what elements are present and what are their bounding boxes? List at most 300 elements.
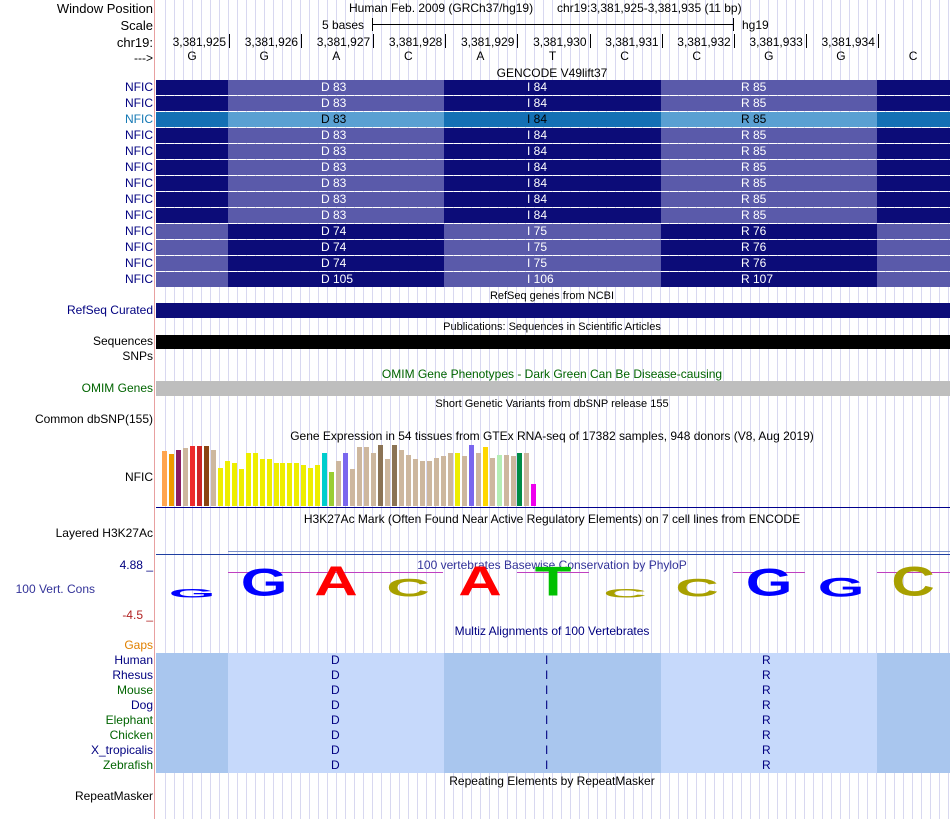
codon-block (661, 128, 878, 143)
codon-block (156, 160, 229, 175)
amino-acid-label: I 84 (527, 144, 548, 158)
alignment-block (156, 728, 229, 743)
aligned-amino-acid: I (545, 683, 549, 697)
position-label: chr19:3,381,925-3,381,935 (11 bp) (557, 1, 742, 15)
multiz-species-label[interactable]: Chicken (109, 728, 153, 742)
amino-acid-label: R 85 (741, 160, 767, 174)
codon-block (444, 240, 661, 255)
conservation-logo-letter: C (602, 586, 647, 600)
conservation-logo-letter: G (745, 561, 793, 605)
codon-block (661, 224, 878, 239)
gtex-tissue-bar[interactable] (455, 453, 460, 506)
gtex-tissue-bar[interactable] (183, 448, 188, 506)
gencode-track-label[interactable]: NFIC (125, 256, 153, 270)
ruler-coordinate: 3,381,926 (244, 35, 299, 49)
alignment-block (156, 698, 229, 713)
h3k27ac-signal-line (228, 551, 950, 552)
gtex-track-label[interactable]: NFIC (125, 470, 153, 484)
conservation-logo-letter: C (386, 574, 431, 603)
gtex-tissue-bar[interactable] (204, 446, 209, 506)
aligned-amino-acid: R (762, 653, 771, 667)
alignment-block (877, 713, 950, 728)
aligned-amino-acid: R (762, 683, 771, 697)
multiz-species-label[interactable]: Mouse (116, 683, 153, 697)
gtex-tissue-bar[interactable] (511, 456, 516, 506)
ruler-coordinate: 3,381,933 (749, 35, 803, 49)
gtex-tissue-bar[interactable] (253, 453, 258, 506)
codon-block (156, 224, 229, 239)
alignment-block (156, 668, 229, 683)
codon-block (661, 112, 878, 127)
codon-block (661, 80, 878, 95)
codon-block (661, 208, 878, 223)
gtex-tissue-bar[interactable] (392, 445, 397, 506)
ruler-coordinate: 3,381,932 (677, 35, 731, 49)
gene-feature[interactable] (156, 272, 950, 287)
multiz-species-label[interactable]: X_tropicalis (90, 743, 153, 757)
amino-acid-label: D 83 (321, 160, 347, 174)
codon-block (156, 192, 229, 207)
ruler-coordinate: 3,381,931 (605, 35, 659, 49)
gene-feature[interactable] (156, 208, 950, 223)
codon-block (156, 128, 229, 143)
codon-block (877, 112, 950, 127)
amino-acid-label: R 85 (741, 112, 767, 126)
alignment-block (444, 683, 661, 698)
amino-acid-label: I 84 (527, 80, 548, 94)
aligned-amino-acid: R (762, 758, 771, 772)
gencode-track-label[interactable]: NFIC (125, 96, 153, 110)
aligned-amino-acid: I (545, 653, 549, 667)
chrom-label: chr19: (116, 35, 153, 50)
scale-bases-text: 5 bases (322, 18, 365, 32)
conservation-ymin: -4.5 _ (122, 608, 153, 622)
gtex-tissue-bar[interactable] (294, 463, 299, 506)
multiz-alignment-row[interactable] (156, 728, 950, 743)
gene-feature[interactable] (156, 176, 950, 191)
gtex-tissue-bar[interactable] (531, 484, 536, 506)
gencode-track-label[interactable]: NFIC (125, 240, 153, 254)
codon-block (877, 240, 950, 255)
codon-block (444, 128, 661, 143)
alignment-block (444, 743, 661, 758)
gene-feature[interactable] (156, 160, 950, 175)
amino-acid-label: D 74 (321, 256, 347, 270)
multiz-alignment-row[interactable] (156, 758, 950, 773)
gtex-tissue-bar[interactable] (287, 463, 292, 506)
codon-block (156, 80, 229, 95)
aligned-amino-acid: D (331, 653, 340, 667)
gencode-track-label[interactable]: NFIC (125, 192, 153, 206)
amino-acid-label: D 83 (321, 96, 347, 110)
aligned-amino-acid: R (762, 668, 771, 682)
codon-block (156, 176, 229, 191)
ruler-tick (590, 34, 591, 48)
ruler-tick (229, 34, 230, 48)
alignment-block (156, 758, 229, 773)
codon-block (877, 208, 950, 223)
amino-acid-label: R 85 (741, 208, 767, 222)
gencode-track-title: GENCODE V49lift37 (496, 66, 608, 80)
sequence-base: G (187, 49, 197, 63)
codon-block (156, 240, 229, 255)
sequence-base: G (259, 49, 269, 63)
aligned-amino-acid: I (545, 758, 549, 772)
alignment-block (877, 728, 950, 743)
sequence-base: C (692, 49, 702, 63)
gtex-tissue-bar[interactable] (246, 453, 251, 506)
codon-block (444, 224, 661, 239)
codon-block (877, 80, 950, 95)
gtex-tissue-bar[interactable] (343, 453, 348, 506)
gtex-tissue-bar[interactable] (336, 461, 341, 506)
sequence-base: C (620, 49, 629, 63)
gtex-tissue-bar[interactable] (176, 450, 181, 506)
aligned-amino-acid: D (331, 668, 340, 682)
gtex-tissue-bar[interactable] (490, 458, 495, 506)
snps-track-label[interactable]: SNPs (122, 349, 153, 363)
codon-block (661, 144, 878, 159)
aligned-amino-acid: D (331, 743, 340, 757)
amino-acid-label: D 83 (321, 128, 347, 142)
sequence-base: C (404, 49, 413, 63)
conservation-logo-letter: G (168, 586, 216, 600)
amino-acid-label: R 85 (741, 96, 767, 110)
gtex-tissue-bar[interactable] (504, 455, 509, 506)
gtex-tissue-bar[interactable] (329, 472, 334, 506)
amino-acid-label: D 83 (321, 208, 347, 222)
codon-block (877, 128, 950, 143)
amino-acid-label: D 83 (321, 176, 347, 190)
aligned-amino-acid: D (331, 683, 340, 697)
gtex-tissue-bar[interactable] (462, 456, 467, 506)
aligned-amino-acid: R (762, 743, 771, 757)
codon-block (444, 176, 661, 191)
aligned-amino-acid: I (545, 668, 549, 682)
alignment-block (444, 728, 661, 743)
gtex-tissue-bar[interactable] (301, 465, 306, 506)
aligned-amino-acid: R (762, 728, 771, 742)
sequence-base: C (908, 49, 918, 63)
ruler-coordinate: 3,381,928 (388, 35, 443, 49)
alignment-block (877, 698, 950, 713)
amino-acid-label: I 75 (527, 256, 548, 270)
gtex-tissue-bar[interactable] (357, 447, 362, 506)
gencode-track-label[interactable]: NFIC (125, 160, 153, 174)
sequence-base: A (476, 49, 485, 63)
assembly-label: Human Feb. 2009 (GRCh37/hg19) (349, 1, 534, 15)
gtex-tissue-bar[interactable] (364, 447, 369, 506)
gtex-tissue-bar[interactable] (385, 459, 390, 506)
gtex-tissue-bar[interactable] (197, 446, 202, 506)
conservation-ymax: 4.88 _ (119, 558, 153, 572)
amino-acid-label: D 74 (321, 240, 347, 254)
ruler-coordinate: 3,381,934 (821, 35, 875, 49)
codon-block (661, 160, 878, 175)
codon-block (877, 144, 950, 159)
codon-block (156, 272, 229, 287)
multiz-alignment-row[interactable] (156, 668, 950, 683)
alignment-block (444, 698, 661, 713)
codon-block (156, 144, 229, 159)
aligned-amino-acid: I (545, 698, 549, 712)
gtex-tissue-bar[interactable] (190, 446, 195, 506)
sequence-base: A (332, 49, 341, 63)
gene-feature[interactable] (156, 144, 950, 159)
conservation-logo-letter: C (675, 574, 719, 603)
amino-acid-label: D 74 (321, 224, 347, 238)
codon-block (444, 112, 661, 127)
sequences-track-label[interactable]: Sequences (92, 334, 153, 348)
amino-acid-label: R 85 (741, 144, 767, 158)
codon-block (877, 192, 950, 207)
repeatmasker-track-title: Repeating Elements by RepeatMasker (449, 774, 655, 788)
amino-acid-label: D 105 (321, 272, 354, 286)
gtex-tissue-bar[interactable] (378, 445, 383, 506)
ruler-tick (878, 34, 879, 48)
codon-block (444, 160, 661, 175)
omim-gene-feature[interactable] (156, 381, 950, 396)
alignment-block (877, 758, 950, 773)
amino-acid-label: R 85 (741, 128, 767, 142)
conservation-logo-letter: A (458, 559, 503, 605)
gtex-tissue-bar[interactable] (211, 450, 216, 506)
aligned-amino-acid: I (545, 743, 549, 757)
h3k27ac-track-title: H3K27Ac Mark (Often Found Near Active Regulatory Elements) on 7 cell lines from ENCODE (303, 512, 801, 526)
amino-acid-label: I 84 (527, 176, 548, 190)
gtex-tissue-bar[interactable] (315, 465, 320, 506)
ruler-tick (517, 34, 518, 48)
amino-acid-label: I 84 (527, 96, 548, 110)
gene-feature[interactable] (156, 224, 950, 239)
amino-acid-label: R 85 (741, 192, 767, 206)
sequence-base: G (836, 49, 846, 63)
amino-acid-label: I 84 (527, 192, 548, 206)
aligned-amino-acid: D (331, 758, 340, 772)
gene-feature[interactable] (156, 192, 950, 207)
refseq-gene-feature[interactable] (156, 303, 950, 318)
ruler-coordinate: 3,381,927 (316, 35, 371, 49)
multiz-alignment-row[interactable] (156, 713, 950, 728)
publication-sequence-feature[interactable] (156, 335, 950, 349)
conservation-logo-letter: G (240, 561, 288, 605)
aligned-amino-acid: D (331, 728, 340, 742)
amino-acid-label: R 76 (741, 256, 767, 270)
multiz-alignment-row[interactable] (156, 653, 950, 668)
codon-block (444, 256, 661, 271)
codon-block (444, 208, 661, 223)
codon-block (661, 96, 878, 111)
codon-block (877, 96, 950, 111)
scale-db-label: hg19 (742, 18, 769, 32)
amino-acid-label: I 84 (527, 208, 548, 222)
multiz-alignment-row[interactable] (156, 743, 950, 758)
codon-block (661, 240, 878, 255)
amino-acid-label: I 84 (527, 112, 548, 126)
amino-acid-label: R 107 (741, 272, 774, 286)
codon-block (877, 256, 950, 271)
amino-acid-label: R 85 (741, 176, 767, 190)
alignment-block (156, 653, 229, 668)
gtex-tissue-bar[interactable] (350, 469, 355, 506)
codon-block (444, 144, 661, 159)
gtex-tissue-bar[interactable] (399, 450, 404, 506)
gtex-tissue-bar[interactable] (280, 463, 285, 506)
gtex-tissue-bar[interactable] (413, 459, 418, 506)
scale-label: Scale (120, 18, 153, 33)
alignment-block (877, 653, 950, 668)
codon-block (444, 96, 661, 111)
codon-block (877, 224, 950, 239)
gtex-tissue-bar[interactable] (232, 463, 237, 506)
multiz-species-label[interactable]: Zebrafish (102, 758, 153, 772)
codon-block (444, 80, 661, 95)
gtex-tissue-bar[interactable] (448, 453, 453, 506)
conservation-track-title: 100 vertebrates Basewise Conservation by PhyloP (417, 558, 687, 572)
gencode-track-label[interactable]: NFIC (125, 128, 153, 142)
gtex-tissue-bar[interactable] (524, 453, 529, 506)
ruler-tick (734, 34, 735, 48)
multiz-species-label[interactable]: Human (114, 653, 153, 667)
scale-bar-right-tick (733, 18, 734, 31)
codon-block (156, 112, 229, 127)
amino-acid-label: D 83 (321, 144, 347, 158)
omim-track-label[interactable]: OMIM Genes (81, 381, 153, 395)
dbsnp-track-label[interactable]: Common dbSNP(155) (34, 412, 153, 426)
codon-block (877, 176, 950, 191)
multiz-track-title: Multiz Alignments of 100 Vertebrates (454, 624, 650, 638)
conservation-logo-letter: G (817, 572, 865, 603)
gene-feature[interactable] (156, 112, 950, 127)
gencode-track-label[interactable]: NFIC (125, 80, 153, 94)
gtex-tissue-bar[interactable] (322, 453, 327, 506)
gencode-track-label[interactable]: NFIC (125, 208, 153, 222)
ruler-tick (806, 34, 807, 48)
gaps-track-label[interactable]: Gaps (124, 638, 153, 652)
gencode-track-label[interactable]: NFIC (125, 144, 153, 158)
refseq-track-label[interactable]: RefSeq Curated (66, 303, 153, 317)
multiz-species-label[interactable]: Rhesus (112, 668, 153, 682)
gtex-tissue-bar[interactable] (169, 454, 174, 506)
gtex-tissue-bar[interactable] (239, 469, 244, 506)
codon-block (156, 256, 229, 271)
alignment-block (444, 668, 661, 683)
codon-block (877, 160, 950, 175)
ruler-tick (373, 34, 374, 48)
aligned-amino-acid: R (762, 698, 771, 712)
gtex-tissue-bar[interactable] (218, 468, 223, 506)
gtex-tissue-bar[interactable] (483, 447, 488, 506)
gtex-tissue-bar[interactable] (420, 461, 425, 506)
gtex-tissue-bar[interactable] (274, 463, 279, 506)
aligned-amino-acid: D (331, 713, 340, 727)
amino-acid-label: I 84 (527, 128, 548, 142)
gtex-tissue-bar[interactable] (308, 468, 313, 506)
conservation-logo-letter: A (314, 559, 358, 605)
repeatmasker-track-label[interactable]: RepeatMasker (74, 789, 153, 803)
alignment-block (877, 743, 950, 758)
gtex-track-title: Gene Expression in 54 tissues from GTEx RNA-seq of 17382 samples, 948 donors (V8, Aug 2019) (290, 429, 814, 443)
gene-feature[interactable] (156, 240, 950, 255)
amino-acid-label: R 76 (741, 240, 767, 254)
gencode-track-label[interactable]: NFIC (125, 176, 153, 190)
alignment-block (444, 653, 661, 668)
ruler-coordinate: 3,381,930 (533, 35, 587, 49)
aligned-amino-acid: D (331, 698, 340, 712)
gene-feature[interactable] (156, 96, 950, 111)
gene-feature[interactable] (156, 256, 950, 271)
alignment-block (156, 743, 229, 758)
codon-block (156, 96, 229, 111)
codon-block (661, 192, 878, 207)
codon-block (661, 256, 878, 271)
ruler-coordinate: 3,381,925 (172, 35, 226, 49)
gtex-tissue-bar[interactable] (371, 453, 376, 506)
gencode-track-label[interactable]: NFIC (125, 224, 153, 238)
codon-block (444, 192, 661, 207)
conservation-logo-letter: C (891, 559, 935, 605)
gtex-tissue-bar[interactable] (162, 451, 167, 506)
ruler-tick (301, 34, 302, 48)
gencode-track-label[interactable]: NFIC (125, 112, 153, 126)
amino-acid-label: I 75 (527, 240, 548, 254)
gene-feature[interactable] (156, 80, 950, 95)
gene-feature[interactable] (156, 128, 950, 143)
conservation-track-label[interactable]: 100 Vert. Cons (15, 582, 95, 596)
dbsnp-track-title: Short Genetic Variants from dbSNP release 155 (435, 398, 669, 410)
codon-block (156, 208, 229, 223)
gtex-tissue-bar[interactable] (260, 459, 265, 506)
publications-track-title: Publications: Sequences in Scientific Articles (443, 321, 661, 333)
gencode-track-label[interactable]: NFIC (125, 272, 153, 286)
amino-acid-label: D 83 (321, 112, 347, 126)
gtex-baseline (156, 507, 950, 508)
h3k27ac-track-label[interactable]: Layered H3K27Ac (55, 526, 153, 540)
alignment-block (877, 683, 950, 698)
h3k27ac-signal-line (156, 554, 950, 555)
codon-block (877, 272, 950, 287)
codon-block (661, 176, 878, 191)
multiz-species-label[interactable]: Elephant (105, 713, 153, 727)
ruler-tick (662, 34, 663, 48)
window-position-label: Window Position (56, 1, 153, 16)
omim-track-title: OMIM Gene Phenotypes - Dark Green Can Be Disease-causing (381, 367, 723, 381)
gtex-tissue-bar[interactable] (441, 456, 446, 506)
amino-acid-label: I 106 (527, 272, 554, 286)
gtex-tissue-bar[interactable] (517, 453, 522, 506)
multiz-alignment-row[interactable] (156, 698, 950, 713)
gtex-tissue-bar[interactable] (434, 458, 439, 506)
gtex-tissue-bar[interactable] (406, 455, 411, 506)
refseq-track-title: RefSeq genes from NCBI (489, 290, 615, 302)
sequence-base: G (764, 49, 774, 63)
gtex-tissue-bar[interactable] (267, 459, 272, 506)
gtex-tissue-bar[interactable] (497, 455, 502, 506)
gtex-tissue-bar[interactable] (469, 445, 474, 506)
gtex-tissue-bar[interactable] (427, 461, 432, 506)
amino-acid-label: R 76 (741, 224, 767, 238)
alignment-block (444, 713, 661, 728)
ruler-coordinate: 3,381,929 (461, 35, 515, 49)
strand-label: ---> (134, 51, 153, 65)
gtex-tissue-bar[interactable] (476, 453, 481, 506)
gtex-tissue-bar[interactable] (225, 461, 230, 506)
multiz-species-label[interactable]: Dog (130, 698, 153, 712)
amino-acid-label: I 84 (527, 160, 548, 174)
aligned-amino-acid: I (545, 728, 549, 742)
amino-acid-label: D 83 (321, 80, 347, 94)
multiz-alignment-row[interactable] (156, 683, 950, 698)
